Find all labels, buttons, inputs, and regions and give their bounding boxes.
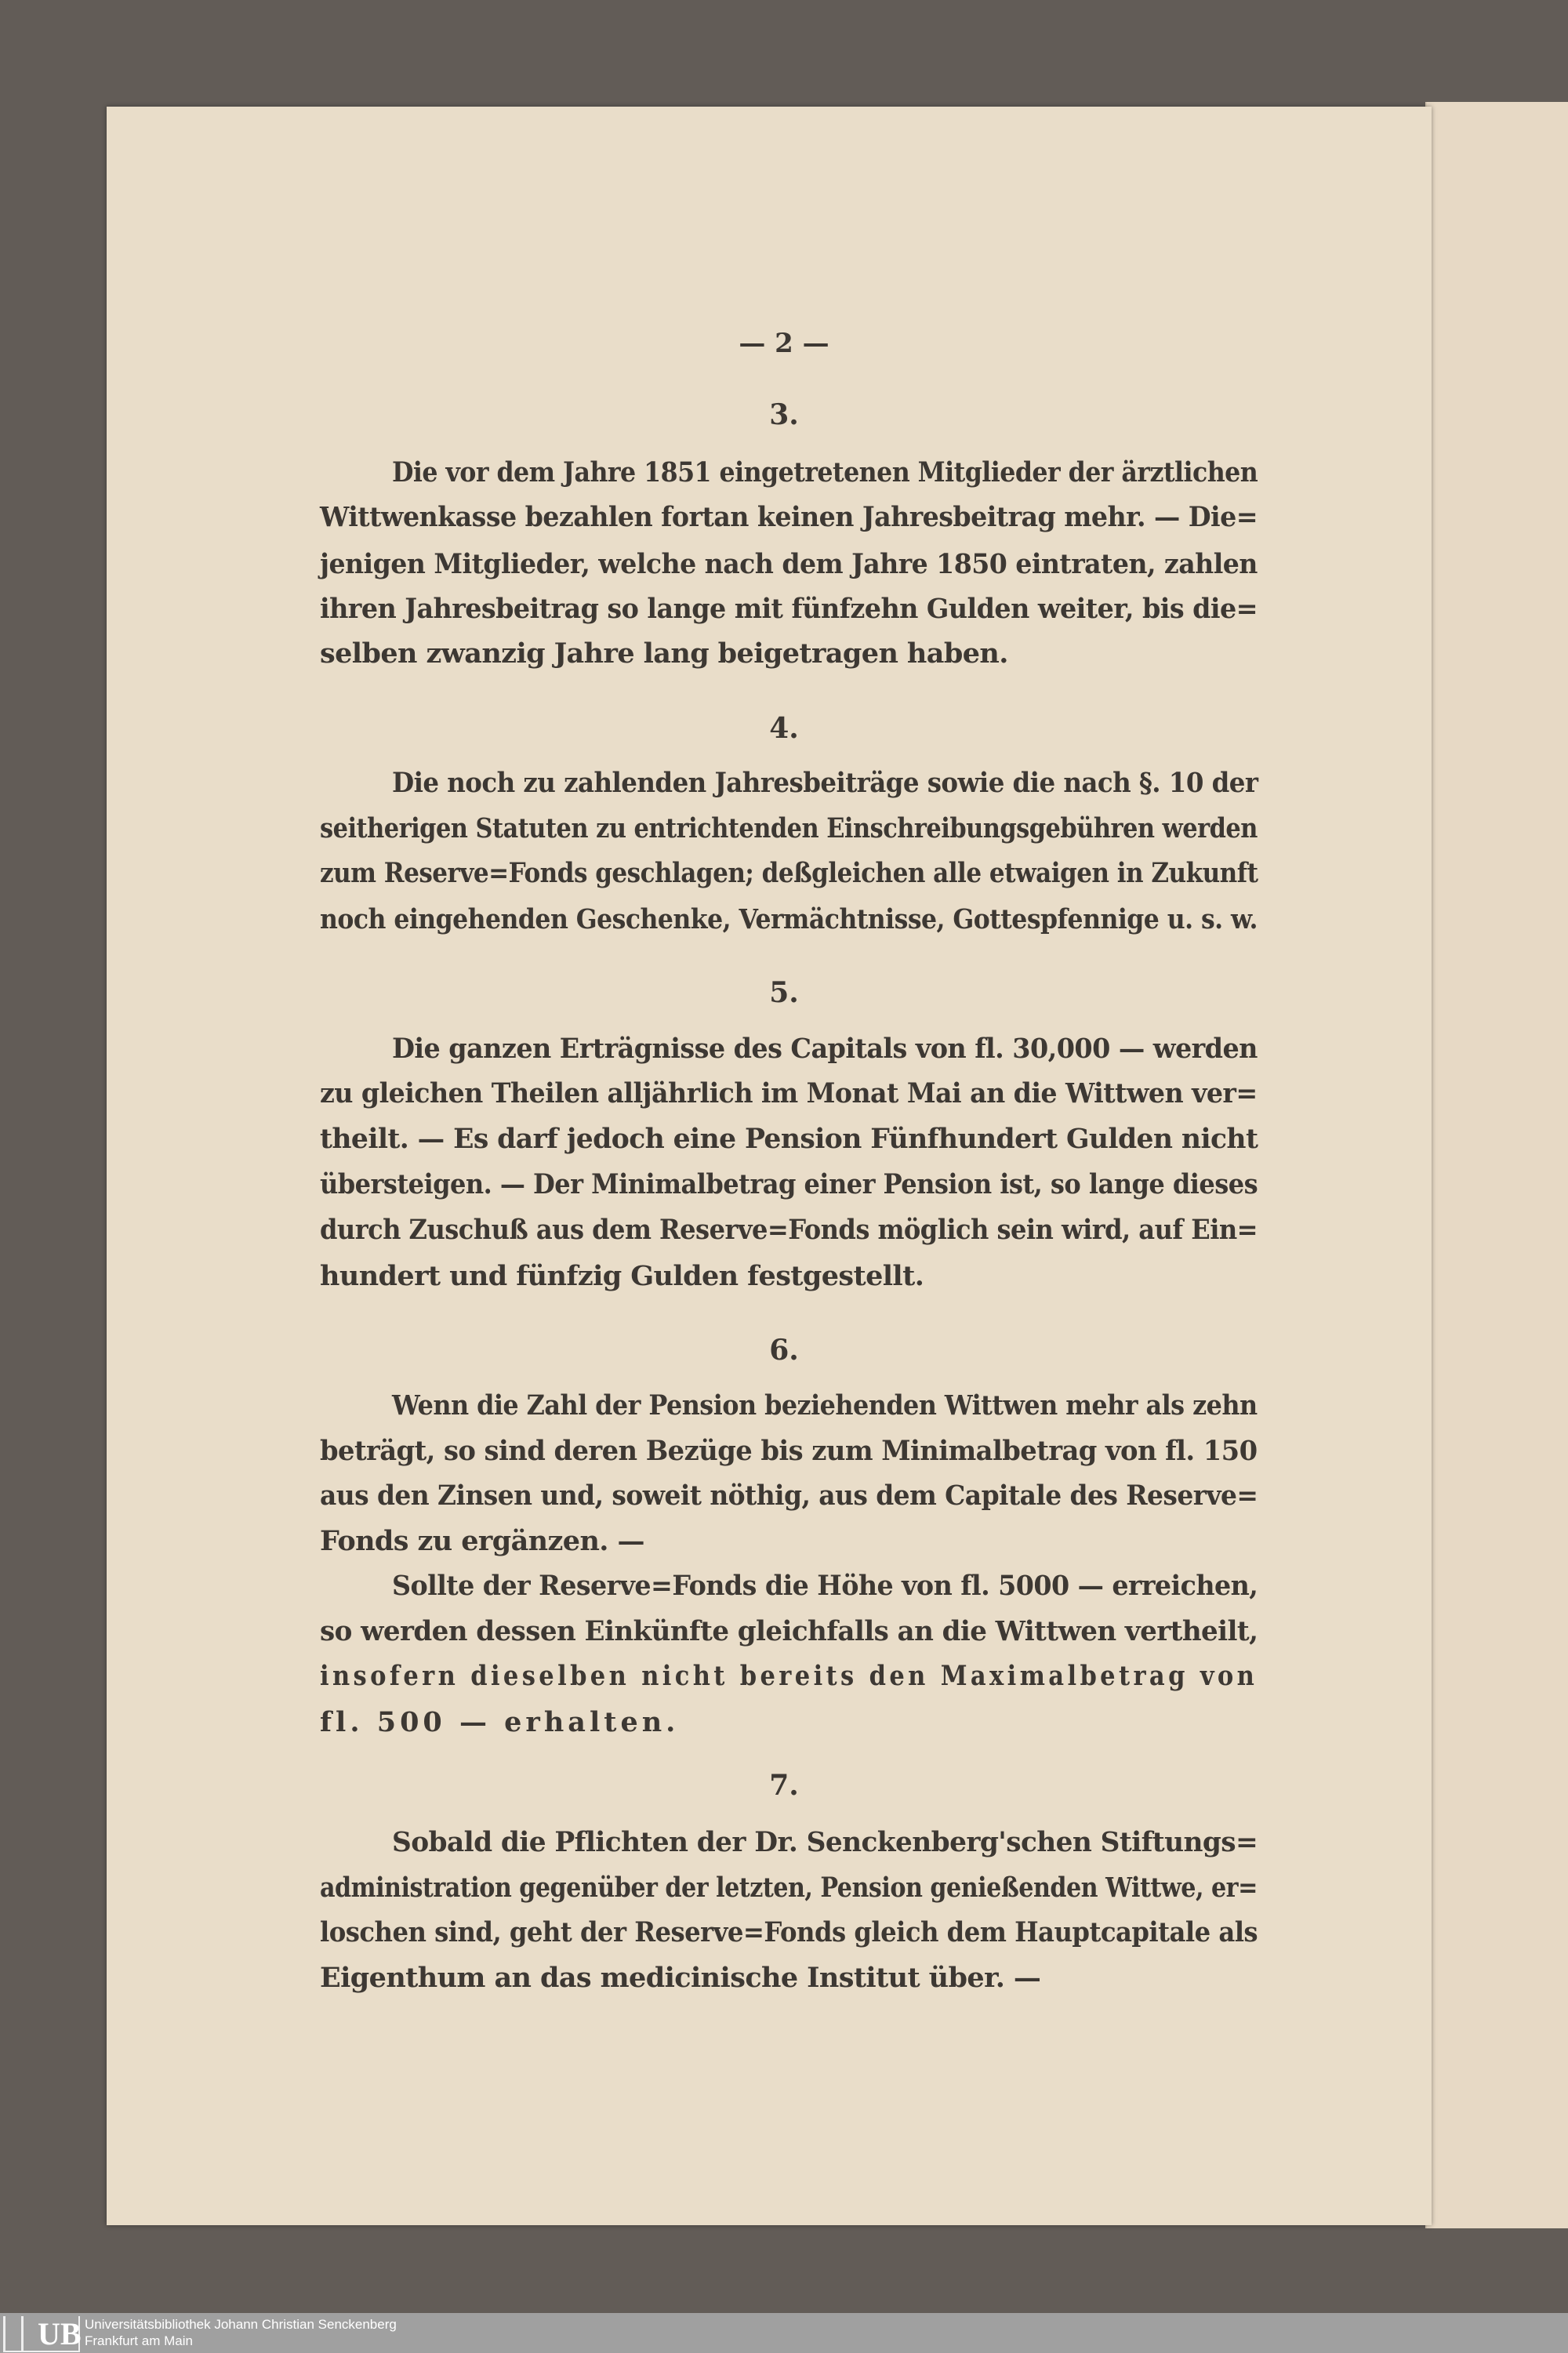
text-line: loschen sind, geht der Reserve=Fonds gleich dem Hauptcapitale als <box>320 1916 1258 1948</box>
text-line: so werden dessen Einkünfte gleichfalls an die Wittwen vertheilt, <box>320 1615 1258 1647</box>
text-line: Eigenthum an das medicinische Institut über. — <box>320 1962 1041 1994</box>
text-line: hundert und fünfzig Gulden festgestellt. <box>320 1260 924 1292</box>
footer-text <box>85 2316 397 2349</box>
text-line: aus den Zinsen und, soweit nöthig, aus dem Capitale des Reserve= <box>320 1480 1258 1512</box>
footer-location: Frankfurt am Main <box>85 2333 193 2348</box>
text-line: theilt. — Es darf jedoch eine Pension Fünfhundert Gulden nicht <box>320 1123 1258 1155</box>
footer-library-name: Universitätsbibliothek Johann Christian Senckenberg <box>85 2317 397 2332</box>
text-line: übersteigen. — Der Minimalbetrag einer Pension ist, so lange dieses <box>320 1168 1258 1200</box>
text-line: administration gegenüber der letzten, Pension genießenden Wittwe, er= <box>320 1872 1258 1904</box>
text-line: beträgt, so sind deren Bezüge bis zum Minimalbetrag von fl. 150 <box>320 1435 1258 1467</box>
section-number: 5. <box>769 976 799 1009</box>
text-line: zum Reserve=Fonds geschlagen; deßgleichen alle etwaigen in Zukunft <box>320 857 1258 889</box>
text-line: Wenn die Zahl der Pension beziehenden Wittwen mehr als zehn <box>392 1389 1258 1422</box>
text-line: Fonds zu ergänzen. — <box>320 1525 644 1557</box>
text-line: selben zwanzig Jahre lang beigetragen haben. <box>320 637 1008 670</box>
text-line: Wittwenkasse bezahlen fortan keinen Jahresbeitrag mehr. — Die= <box>320 501 1258 533</box>
section-number: 4. <box>769 712 799 745</box>
text-line: Die ganzen Erträgnisse des Capitals von fl. 30,000 — werden <box>392 1033 1258 1065</box>
text-line: Sobald die Pflichten der Dr. Senckenberg'schen Stiftungs= <box>392 1826 1258 1858</box>
text-line: zu gleichen Theilen alljährlich im Monat Mai an die Wittwen ver= <box>320 1077 1258 1109</box>
text-line: seitherigen Statuten zu entrichtenden Einschreibungsgebühren werden <box>320 812 1258 844</box>
section-number: 7. <box>769 1769 799 1802</box>
text-line: noch eingehenden Geschenke, Vermächtnisse, Gottespfennige u. s. w. <box>320 903 1258 935</box>
text-line: Die vor dem Jahre 1851 eingetretenen Mitglieder der ärztlichen <box>392 456 1258 488</box>
text-line: Sollte der Reserve=Fonds die Höhe von fl. 5000 — erreichen, <box>392 1570 1258 1602</box>
text-line: fl. 500 — erhalten. <box>320 1706 680 1738</box>
text-line: Die noch zu zahlenden Jahresbeiträge sowie die nach §. 10 der <box>392 767 1258 799</box>
logo-pillars-icon <box>3 2316 24 2351</box>
logo-text: UB <box>38 2316 82 2351</box>
library-footer <box>0 2313 1568 2353</box>
section-number: 6. <box>769 1334 799 1367</box>
ub-logo <box>3 2316 80 2352</box>
text-line: jenigen Mitglieder, welche nach dem Jahre 1850 eintraten, zahlen <box>320 548 1258 580</box>
text-line: ihren Jahresbeitrag so lange mit fünfzehn Gulden weiter, bis die= <box>320 593 1258 625</box>
text-line: durch Zuschuß aus dem Reserve=Fonds möglich sein wird, auf Ein= <box>320 1214 1258 1246</box>
section-number: 3. <box>769 398 799 431</box>
text-line: insofern dieselben nicht bereits den Maximalbetrag von <box>320 1660 1258 1692</box>
page-number: — 2 — <box>739 328 829 359</box>
